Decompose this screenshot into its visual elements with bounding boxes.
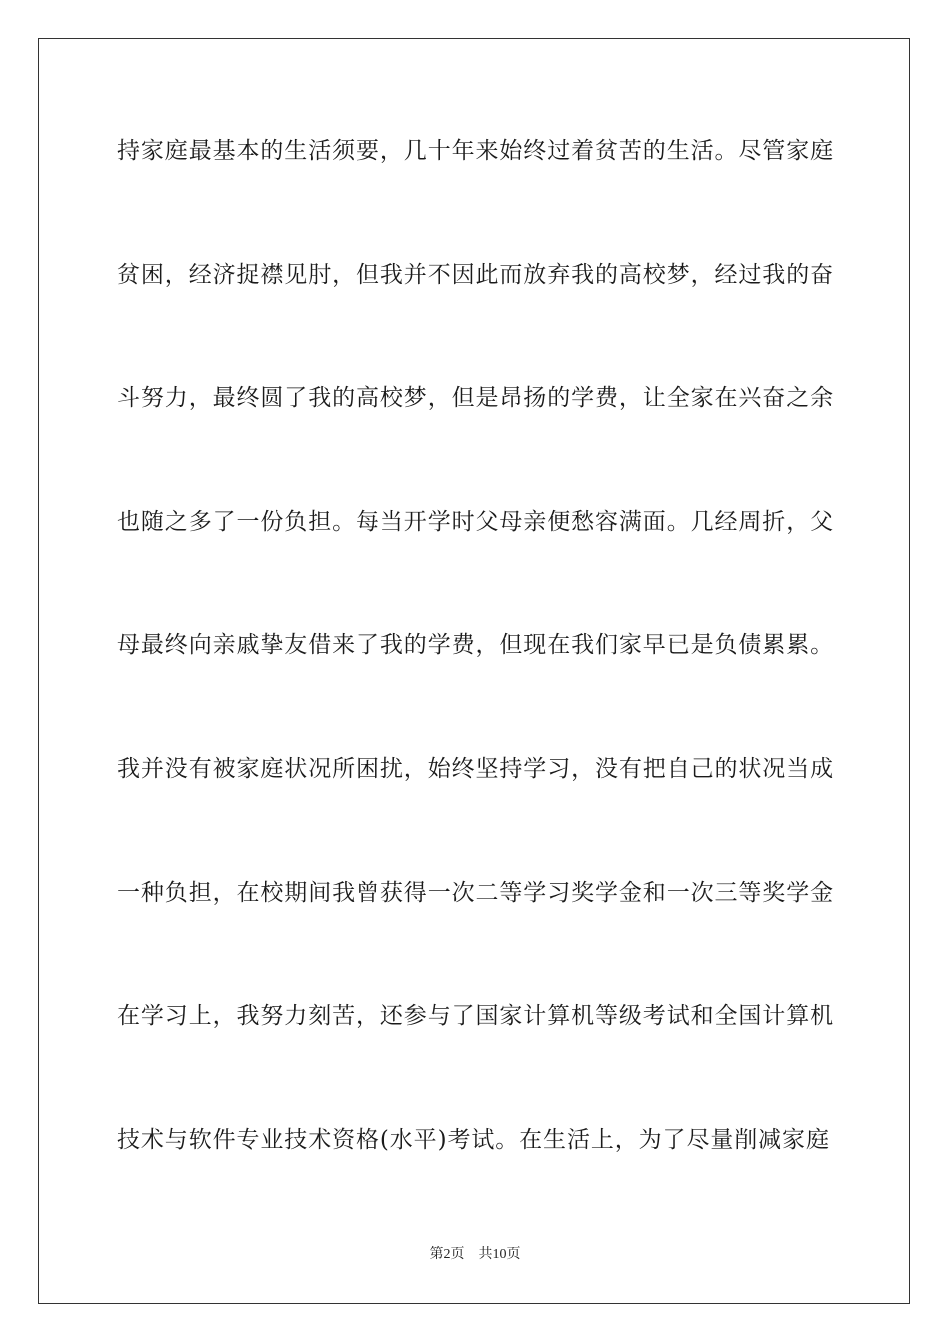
page-border — [38, 38, 910, 1304]
body-text-line-4: 也随之多了一份负担。每当开学时父母亲便愁容满面。几经周折，父 — [117, 509, 834, 535]
body-text-line-3: 斗努力，最终圆了我的高校梦，但是昂扬的学费，让全家在兴奋之余 — [117, 385, 834, 411]
body-text-line-1: 持家庭最基本的生活须要，几十年来始终过着贫苦的生活。尽管家庭 — [117, 138, 834, 164]
body-text-line-6: 我并没有被家庭状况所困扰，始终坚持学习，没有把自己的状况当成 — [117, 756, 834, 782]
page-total: 共10页 — [478, 1247, 521, 1262]
body-text-line-8: 在学习上，我努力刻苦，还参与了国家计算机等级考试和全国计算机 — [117, 1003, 834, 1029]
body-text-line-5: 母最终向亲戚挚友借来了我的学费，但现在我们家早已是负债累累。 — [117, 632, 834, 658]
page-footer — [0, 1245, 950, 1265]
body-text-line-9: 技术与软件专业技术资格(水平)考试。在生活上，为了尽量削减家庭 — [117, 1127, 830, 1153]
body-text-line-2: 贫困，经济捉襟见肘，但我并不因此而放弃我的高校梦，经过我的奋 — [117, 262, 834, 288]
page-number: 第2页 — [429, 1247, 465, 1262]
body-text-line-7: 一种负担，在校期间我曾获得一次二等学习奖学金和一次三等奖学金 — [117, 880, 834, 906]
